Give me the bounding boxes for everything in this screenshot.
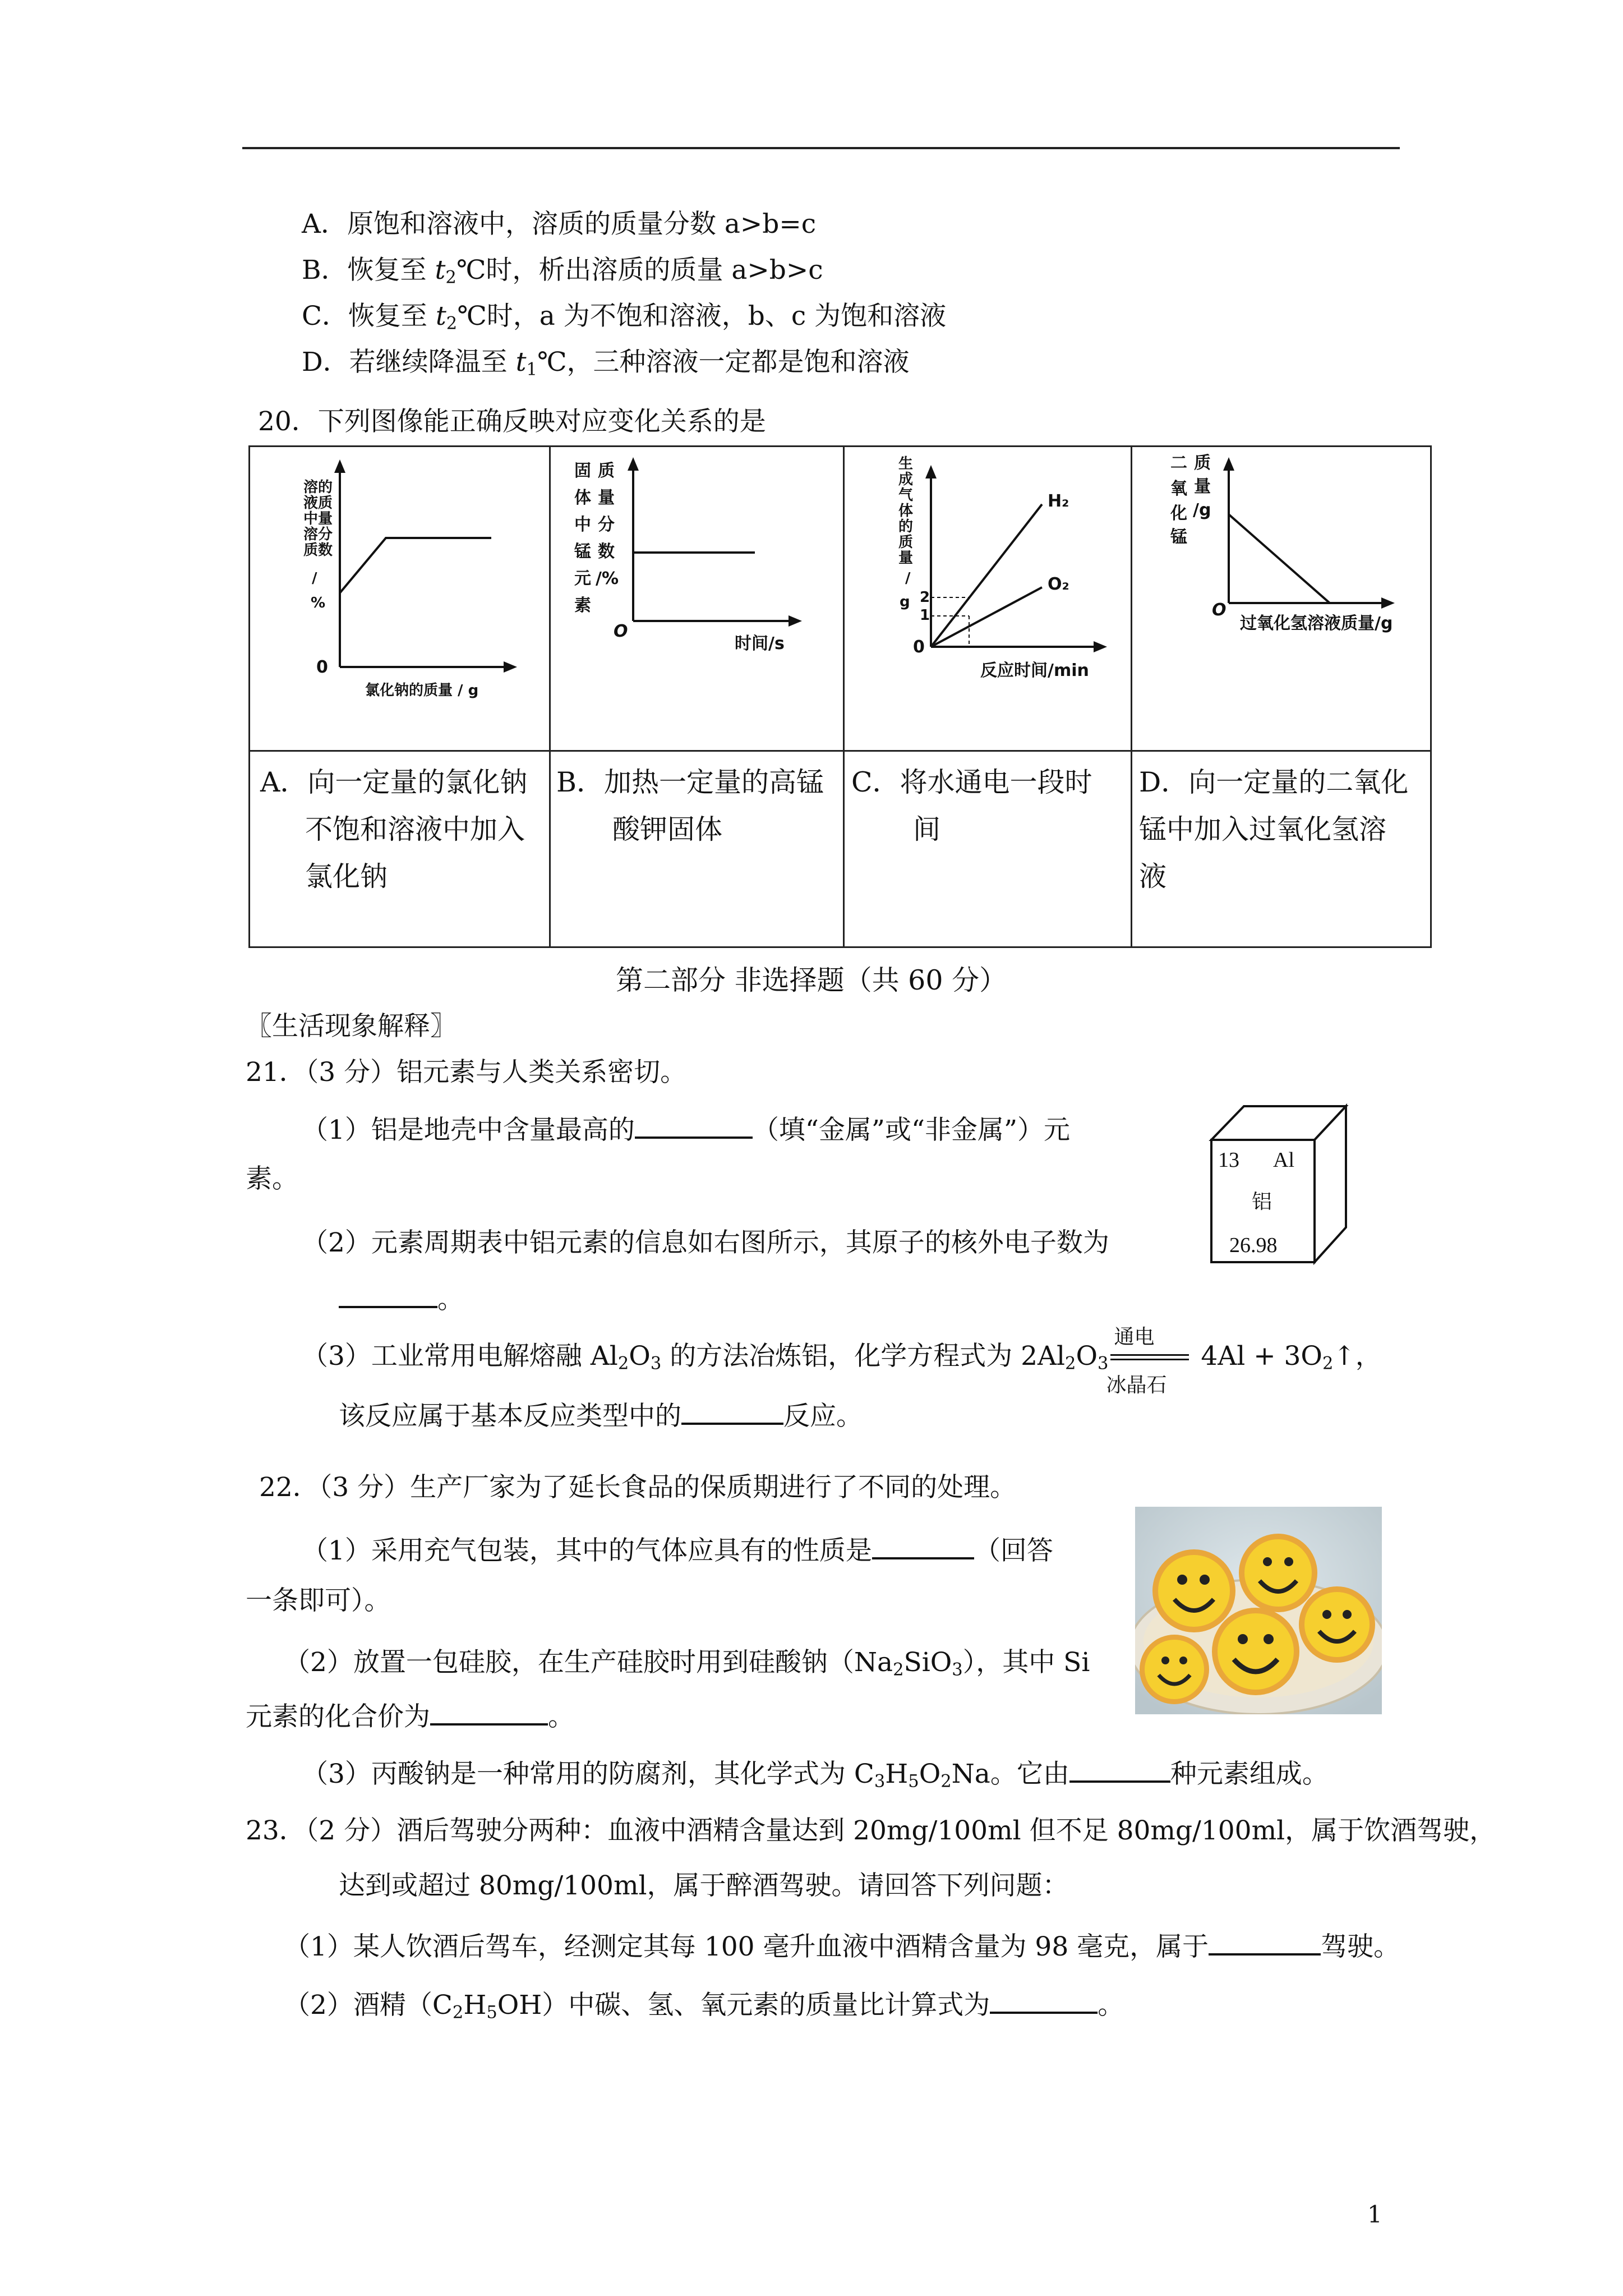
graph-a (261, 453, 542, 744)
q21-stem: 21．（3 分）铝元素与人类关系密切。 (246, 1057, 687, 1088)
q21-part2: （2）元素周期表中铝元素的信息如右图所示，其原子的核外电子数为 (302, 1227, 1109, 1258)
svg-text:二: 二 (1170, 453, 1187, 473)
option-b: B．恢复至 $t_2℃$时，析出溶质的质量 a>b>c (302, 255, 823, 288)
header-rule (242, 147, 1400, 149)
svg-text:/%: /% (596, 569, 619, 588)
svg-text:溶分: 溶分 (303, 526, 333, 543)
q22-part2: （2）放置一包硅胶，在生产硅胶时用到硅酸钠$(Na_2SiO_3)$，其中 Si (284, 1647, 1090, 1680)
svg-text:1: 1 (920, 607, 930, 624)
q21-part3: （3）工业常用电解熔融 $Al_2O_3$ 的方法冶炼铝，化学方程式为 $2Al_2O_3$ 通电 冰晶石 $4Al + 3O_2↑$， (302, 1326, 1382, 1397)
svg-text:O₂: O₂ (1048, 574, 1069, 594)
answer-blank[interactable] (990, 1986, 1098, 2014)
svg-text:体: 体 (574, 488, 591, 508)
svg-text:量: 量 (898, 550, 914, 567)
answer-blank[interactable] (1069, 1755, 1170, 1783)
svg-text:的: 的 (898, 518, 914, 535)
svg-text:元: 元 (574, 569, 591, 588)
cookie-smiley (1152, 1549, 1235, 1632)
q23-part1: （1）某人饮酒后驾车，经测定其每 100 毫升血液中酒精含量为 98 毫克，属于 驾驶。 (284, 1927, 1400, 1964)
cookie-smiley (1212, 1608, 1299, 1695)
svg-text:质: 质 (1194, 453, 1211, 473)
svg-text:/: / (905, 570, 911, 587)
q22-part1: （1）采用充气包装，其中的气体应具有的性质是 （回答 (302, 1531, 1053, 1568)
svg-text:锰: 锰 (574, 542, 591, 562)
svg-text:液质: 液质 (303, 495, 333, 512)
cookie-smiley (1239, 1534, 1317, 1612)
svg-text:生: 生 (898, 455, 914, 472)
svg-text:量: 量 (598, 488, 615, 508)
svg-text:成: 成 (898, 471, 914, 488)
svg-text:体: 体 (898, 503, 914, 519)
svg-text:时间/s: 时间/s (735, 634, 785, 654)
answer-blank[interactable] (635, 1111, 753, 1139)
svg-text:0: 0 (316, 657, 328, 677)
svg-text:g: g (900, 593, 910, 610)
svg-text:量: 量 (1194, 477, 1211, 496)
option-d: D．若继续降温至 $t_1℃$，三种溶液一定都是饱和溶液 (302, 347, 910, 380)
q21-part3-cont: 该反应属于基本反应类型中的 反应。 (339, 1397, 863, 1433)
q23-line1: 23．（2 分）酒后驾驶分两种：血液中酒精含量达到 20mg/100ml 但不足 80mg/100ml，属于饮酒驾驶， (246, 1815, 1496, 1846)
q23-part2: （2）酒精$(C_2H_5OH)$中碳、氢、氧元素的质量比计算式为 。 (284, 1986, 1124, 2030)
cookie-photo (1135, 1507, 1382, 1714)
graph-d (1139, 453, 1431, 744)
q23-line2: 达到或超过 80mg/100ml，属于醉酒驾驶。请回答下列问题： (339, 1870, 1069, 1901)
q21-part1-cont: 素。 (246, 1163, 298, 1194)
svg-text:13: 13 (1218, 1148, 1239, 1172)
answer-blank[interactable] (681, 1397, 783, 1425)
answer-blank[interactable] (430, 1697, 548, 1726)
svg-text:中量: 中量 (303, 510, 333, 527)
svg-text:H₂: H₂ (1048, 491, 1069, 511)
graph-b (557, 453, 838, 744)
svg-text:溶的: 溶的 (303, 479, 333, 496)
svg-text:0: 0 (913, 637, 925, 657)
cookie-smiley (1140, 1635, 1209, 1704)
caption-a: A．向一定量的氯化钠 不饱和溶液中加入 氯化钠 (260, 766, 528, 892)
svg-text:质: 质 (598, 461, 615, 481)
answer-blank[interactable] (872, 1531, 974, 1559)
svg-text:氯化钠的质量 / g: 氯化钠的质量 / g (365, 682, 479, 699)
svg-text:质: 质 (898, 534, 914, 551)
svg-text:O: O (1212, 600, 1227, 620)
graph-c (851, 453, 1132, 744)
q22-part3: （3）丙酸钠是一种常用的防腐剂，其化学式为 $C_3H_5O_2Na$。它由 种元素组成。 (302, 1755, 1329, 1799)
section-tag: 〖生活现象解释〗 (246, 1011, 457, 1042)
reaction-condition: 通电 冰晶石 (1108, 1340, 1192, 1373)
svg-text:铝: 铝 (1252, 1190, 1272, 1213)
svg-text:反应时间/min: 反应时间/min (980, 661, 1089, 680)
caption-b: B．加热一定量的高锰 酸钾固体 (556, 766, 824, 845)
caption-c: C．将水通电一段时 间 (851, 766, 1092, 845)
svg-text:过氧化氢溶液质量/g: 过氧化氢溶液质量/g (1240, 614, 1393, 633)
svg-text:质数: 质数 (303, 542, 333, 559)
svg-text:固: 固 (574, 461, 591, 481)
caption-d: D．向一定量的二氧化 锰中加入过氧化氢溶 液 (1139, 766, 1409, 892)
svg-text:锰: 锰 (1170, 527, 1187, 547)
svg-text:中: 中 (574, 515, 591, 535)
svg-text:Al: Al (1273, 1148, 1294, 1172)
svg-text:/: / (312, 570, 317, 587)
svg-text:分: 分 (598, 515, 615, 535)
q22-stem: 22．（3 分）生产厂家为了延长食品的保质期进行了不同的处理。 (259, 1472, 1017, 1503)
svg-text:O: O (614, 622, 628, 641)
q20-stem: 20．下列图像能正确反映对应变化关系的是 (258, 406, 766, 437)
svg-text:化: 化 (1170, 504, 1187, 523)
q22-part2-cont: 元素的化合价为 。 (246, 1697, 574, 1734)
section-title: 第二部分 非选择题（共 60 分） (616, 964, 1007, 996)
q22-part1-cont: 一条即可）。 (246, 1585, 391, 1616)
svg-text:2: 2 (920, 589, 930, 606)
element-tile-al (1205, 1101, 1350, 1269)
q21-part2-cont: 。 (339, 1280, 464, 1317)
svg-text:26.98: 26.98 (1229, 1234, 1278, 1257)
answer-blank[interactable] (1209, 1927, 1321, 1955)
svg-text:素: 素 (574, 596, 591, 615)
page-number: 1 (1367, 2201, 1382, 2228)
svg-text:气: 气 (898, 487, 914, 504)
svg-text:%: % (311, 595, 326, 611)
option-a: A．原饱和溶液中，溶质的质量分数 a>b=c (302, 209, 817, 240)
q20-table (248, 445, 1432, 948)
answer-blank[interactable] (339, 1280, 437, 1308)
svg-text:氧: 氧 (1170, 479, 1187, 499)
cookie-smiley (1299, 1586, 1375, 1663)
svg-text:/g: /g (1193, 500, 1211, 520)
option-c: C．恢复至 $t_2℃$时，a 为不饱和溶液，b、c 为饱和溶液 (302, 301, 947, 334)
q21-part1: （1）铝是地壳中含量最高的 （填“金属”或“非金属”）元 (302, 1111, 1070, 1147)
svg-text:数: 数 (598, 542, 615, 562)
